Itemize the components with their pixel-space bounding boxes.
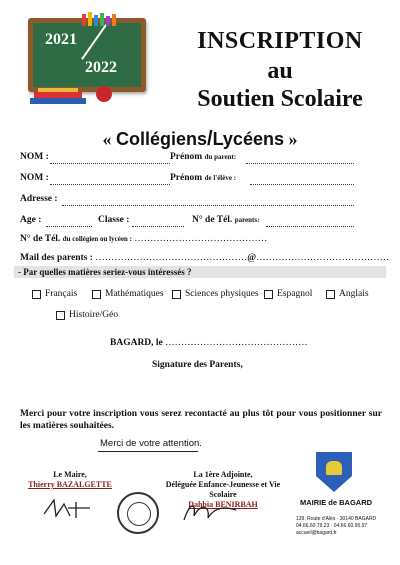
merci-attention: Merci de votre attention. <box>100 438 202 449</box>
field-tel-parents[interactable] <box>266 226 354 227</box>
mairie-name: MAIRIE de BAGARD <box>299 498 373 507</box>
label-classe: Classe : <box>98 215 130 225</box>
checkbox-icon[interactable] <box>32 290 41 299</box>
checkbox-icon[interactable] <box>264 290 273 299</box>
subjects-question: - Par quelles matières seriez-vous intéressés ? <box>14 266 386 278</box>
place-date: BAGARD, le ……………………………………… <box>110 338 308 348</box>
year-slash <box>81 24 107 60</box>
thank-you-paragraph: Merci pour votre inscription vous serez recontacté au plus tôt pour vous positionner sur les matières souhaitées. <box>20 409 382 431</box>
chalkboard-illustration <box>28 18 146 92</box>
option-espagnol[interactable]: Espagnol <box>264 289 312 299</box>
subtitle-lyceens: Lycéens <box>212 129 284 149</box>
subtitle: « Collégiens/Lycéens » <box>102 128 298 150</box>
field-mail-local[interactable]: ………………………………………… <box>95 253 248 263</box>
mayor-signature-block: Le Maire, Thierry BAZALGETTE <box>24 470 116 490</box>
checkbox-icon[interactable] <box>92 290 101 299</box>
adjointe-signature-block: La 1ère Adjointe, Déléguée Enfance-Jeunesse et Vie Scolaire Dahbia BENIRBAH <box>158 470 288 510</box>
adjointe-handwritten-signature <box>180 500 240 526</box>
subtitle-collegiens: Collégiens <box>116 129 208 149</box>
label-mail: Mail des parents : …………………………………………@…………………………………… <box>20 253 390 263</box>
field-nom-eleve[interactable] <box>50 184 170 185</box>
apple-icon <box>96 86 112 102</box>
option-anglais[interactable]: Anglais <box>326 289 369 299</box>
bagard-crest-icon <box>316 452 352 492</box>
parents-signature-label: Signature des Parents, <box>152 360 243 370</box>
title-soutien: Soutien Scolaire <box>197 86 363 112</box>
books-icon <box>30 88 86 104</box>
mayor-handwritten-signature <box>40 496 100 522</box>
year-start: 2021 <box>45 31 77 48</box>
mail-at-sign: @ <box>247 253 257 263</box>
field-classe[interactable] <box>132 226 184 227</box>
label-prenom-parent: Prénom du parent: <box>170 152 237 162</box>
option-francais[interactable]: Français <box>32 289 77 299</box>
field-mail-domain[interactable]: …………………………………… <box>256 253 390 263</box>
label-nom-parent: NOM : <box>20 152 49 162</box>
field-prenom-parent[interactable] <box>246 163 354 164</box>
field-prenom-eleve[interactable] <box>250 184 354 185</box>
adjointe-name: Dahbia BENIRBAH <box>188 500 258 509</box>
label-tel-eleve: N° de Tél. du collégien ou lycéen : …………………………………… <box>20 234 268 244</box>
field-adresse[interactable] <box>62 205 354 206</box>
checkbox-icon[interactable] <box>326 290 335 299</box>
label-nom-eleve: NOM : <box>20 173 49 183</box>
checkbox-icon[interactable] <box>56 311 65 320</box>
field-nom-parent[interactable] <box>50 163 170 164</box>
checkbox-icon[interactable] <box>172 290 181 299</box>
label-tel-parents: N° de Tél. parents: <box>192 215 260 225</box>
label-age: Age : <box>20 215 42 225</box>
mayor-name: Thierry BAZALGETTE <box>28 480 112 489</box>
title-au: au <box>267 58 293 84</box>
field-age[interactable] <box>46 226 92 227</box>
title-inscription: INSCRIPTION <box>197 28 363 54</box>
label-prenom-eleve: Prénom de l'élève : <box>170 173 237 183</box>
option-mathematiques[interactable]: Mathématiques <box>92 289 164 299</box>
divider <box>98 451 198 452</box>
seal-icon <box>117 492 159 534</box>
mairie-address: 139, Route d'Alès · 30140 BAGARD 04.66.60.79.23 · 04.66.60.95.97 accueil@bagard.fr <box>296 516 386 537</box>
option-sciences-physiques[interactable]: Sciences physiques <box>172 289 259 299</box>
label-adresse: Adresse : <box>20 194 58 204</box>
pencils-icon <box>80 12 126 26</box>
field-tel-eleve[interactable]: …………………………………… <box>134 234 268 244</box>
subtitle-slash: / <box>207 128 213 150</box>
year-end: 2022 <box>85 59 117 76</box>
field-date[interactable]: ……………………………………… <box>165 338 308 348</box>
mairie-email[interactable]: accueil@bagard.fr <box>296 530 337 536</box>
option-histoire-geo[interactable]: Histoire/Géo <box>56 310 118 320</box>
